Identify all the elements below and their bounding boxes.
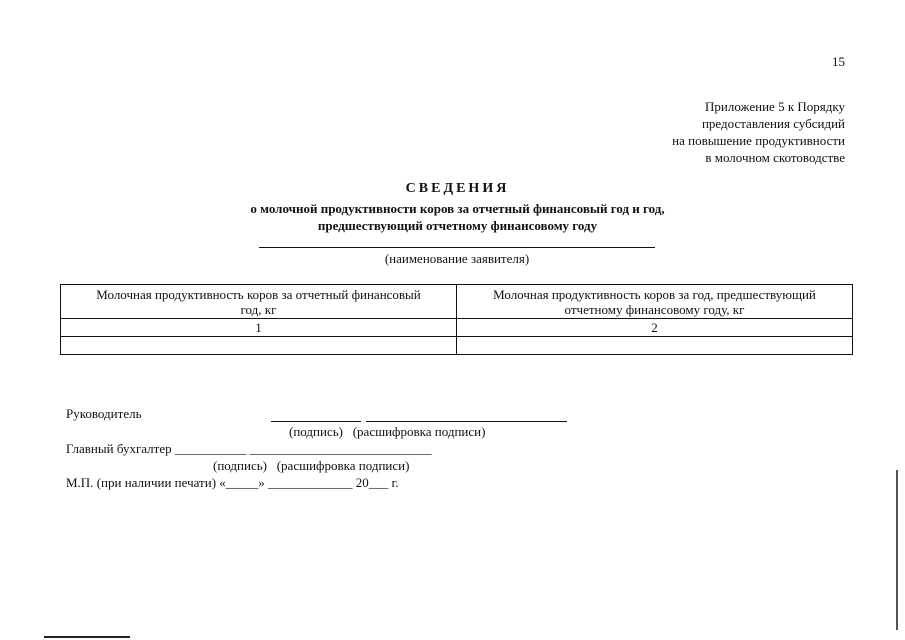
- subtitle-line: предшествующий отчетному финансовому году: [317, 218, 598, 233]
- table-cell: [61, 337, 457, 355]
- stamp-date-line: М.П. (при наличии печати) «_____» _____________ 20___ г.: [66, 475, 399, 490]
- header-cell-previous-year: Молочная продуктивность коров за год, предшествующий отчетному финансовому году, кг: [457, 285, 853, 319]
- document-title: СВЕДЕНИЯ: [405, 181, 510, 196]
- appendix-line: в молочном скотоводстве: [705, 150, 845, 165]
- applicant-label: (наименование заявителя): [384, 251, 530, 266]
- column-number-cell: 2: [457, 319, 853, 337]
- head-signature-caption: (подпись) (расшифровка подписи): [289, 424, 486, 439]
- document-subtitle: [0, 200, 905, 234]
- column-number-cell: 1: [61, 319, 457, 337]
- appendix-line: предоставления субсидий: [701, 116, 845, 131]
- accountant-label: Главный бухгалтер ___________ ____________________________: [66, 441, 432, 456]
- subtitle-line: о молочной продуктивности коров за отчетный финансовый год и год,: [250, 201, 665, 216]
- productivity-table: [60, 284, 853, 355]
- appendix-reference: [545, 98, 845, 166]
- scan-artifact: [896, 470, 898, 630]
- head-name-line: [366, 421, 567, 422]
- page-number: 15: [832, 54, 845, 69]
- appendix-line: Приложение 5 к Порядку: [705, 99, 845, 114]
- accountant-signature-caption: (подпись) (расшифровка подписи): [213, 458, 410, 473]
- table-number-row: [61, 319, 853, 337]
- head-label: Руководитель: [66, 406, 142, 421]
- table-header-row: [61, 285, 853, 319]
- table-cell: [457, 337, 853, 355]
- table-row: [61, 337, 853, 355]
- appendix-line: на повышение продуктивности: [672, 133, 845, 148]
- applicant-name-line: [259, 247, 655, 248]
- header-cell-reporting-year: Молочная продуктивность коров за отчетный финансовый год, кг: [61, 285, 457, 319]
- scan-artifact: [44, 636, 130, 638]
- head-signature-line: [271, 421, 361, 422]
